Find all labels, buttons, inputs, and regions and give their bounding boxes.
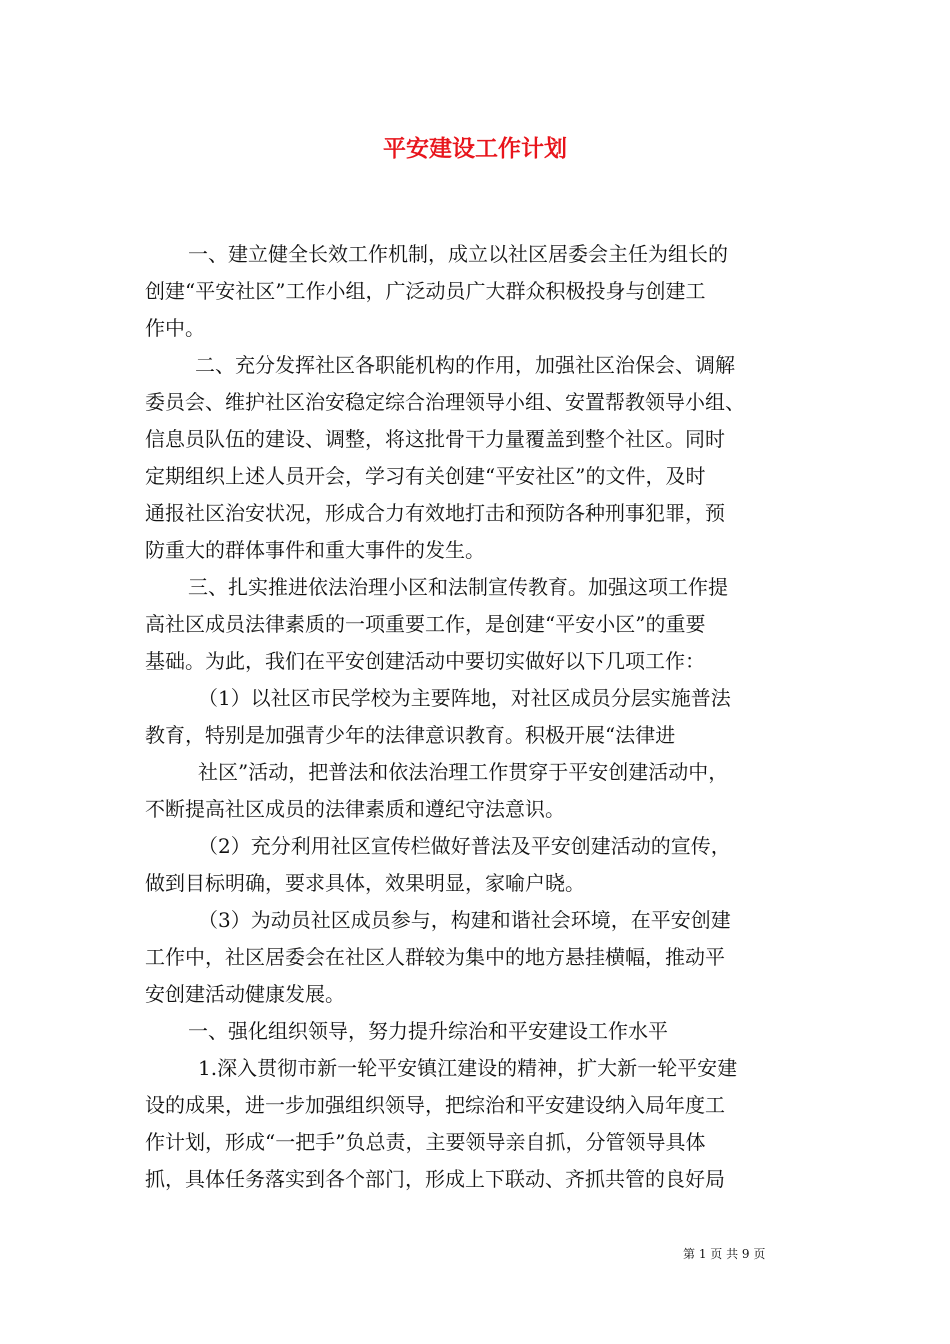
body-line: 定期组织上述人员开会，学习有关创建“平安社区”的文件，及时 [145, 464, 706, 488]
document-title: 平安建设工作计划 [383, 135, 567, 162]
body-line: 1.深入贯彻市新一轮平安镇江建设的精神，扩大新一轮平安建 [198, 1056, 738, 1080]
body-line: 不断提高社区成员的法律素质和遵纪守法意识。 [145, 797, 565, 821]
body-line: 创建“平安社区”工作小组，广泛动员广大群众积极投身与创建工 [145, 279, 706, 303]
body-line: 基础。为此，我们在平安创建活动中要切实做好以下几项工作： [145, 649, 705, 673]
body-line: 抓，具体任务落实到各个部门，形成上下联动、齐抓共管的良好局 [145, 1167, 725, 1191]
page-number: 第 1 页 共 9 页 [683, 1247, 766, 1261]
body-line: 二、充分发挥社区各职能机构的作用，加强社区治保会、调解 [195, 353, 735, 377]
body-line: 社区”活动，把普法和依法治理工作贯穿于平安创建活动中， [198, 760, 729, 784]
body-line: 三、扎实推进依法治理小区和法制宣传教育。加强这项工作提 [188, 575, 728, 599]
body-line: （3）为动员社区成员参与，构建和谐社会环境，在平安创建 [198, 908, 731, 932]
body-line: （2）充分利用社区宣传栏做好普法及平安创建活动的宣传， [198, 834, 731, 858]
body-line: 防重大的群体事件和重大事件的发生。 [145, 538, 485, 562]
body-line: 作中。 [145, 316, 205, 340]
body-line: 委员会、维护社区治安稳定综合治理领导小组、安置帮教领导小组、 [145, 390, 745, 414]
body-line: 教育，特别是加强青少年的法律意识教育。积极开展“法律进 [145, 723, 676, 747]
body-line: 一、强化组织领导，努力提升综治和平安建设工作水平 [188, 1019, 668, 1043]
body-line: 做到目标明确，要求具体，效果明显，家喻户晓。 [145, 871, 585, 895]
body-line: 作计划，形成“一把手”负总责，主要领导亲自抓，分管领导具体 [145, 1130, 706, 1154]
body-line: 工作中，社区居委会在社区人群较为集中的地方悬挂横幅，推动平 [145, 945, 725, 969]
body-line: 一、建立健全长效工作机制，成立以社区居委会主任为组长的 [188, 242, 728, 266]
body-line: 设的成果，进一步加强组织领导，把综治和平安建设纳入局年度工 [145, 1093, 725, 1117]
body-line: （1）以社区市民学校为主要阵地，对社区成员分层实施普法 [198, 686, 731, 710]
body-line: 安创建活动健康发展。 [145, 982, 345, 1006]
body-line: 信息员队伍的建设、调整，将这批骨干力量覆盖到整个社区。同时 [145, 427, 725, 451]
body-line: 高社区成员法律素质的一项重要工作，是创建“平安小区”的重要 [145, 612, 706, 636]
body-line: 通报社区治安状况，形成合力有效地打击和预防各种刑事犯罪，预 [145, 501, 725, 525]
